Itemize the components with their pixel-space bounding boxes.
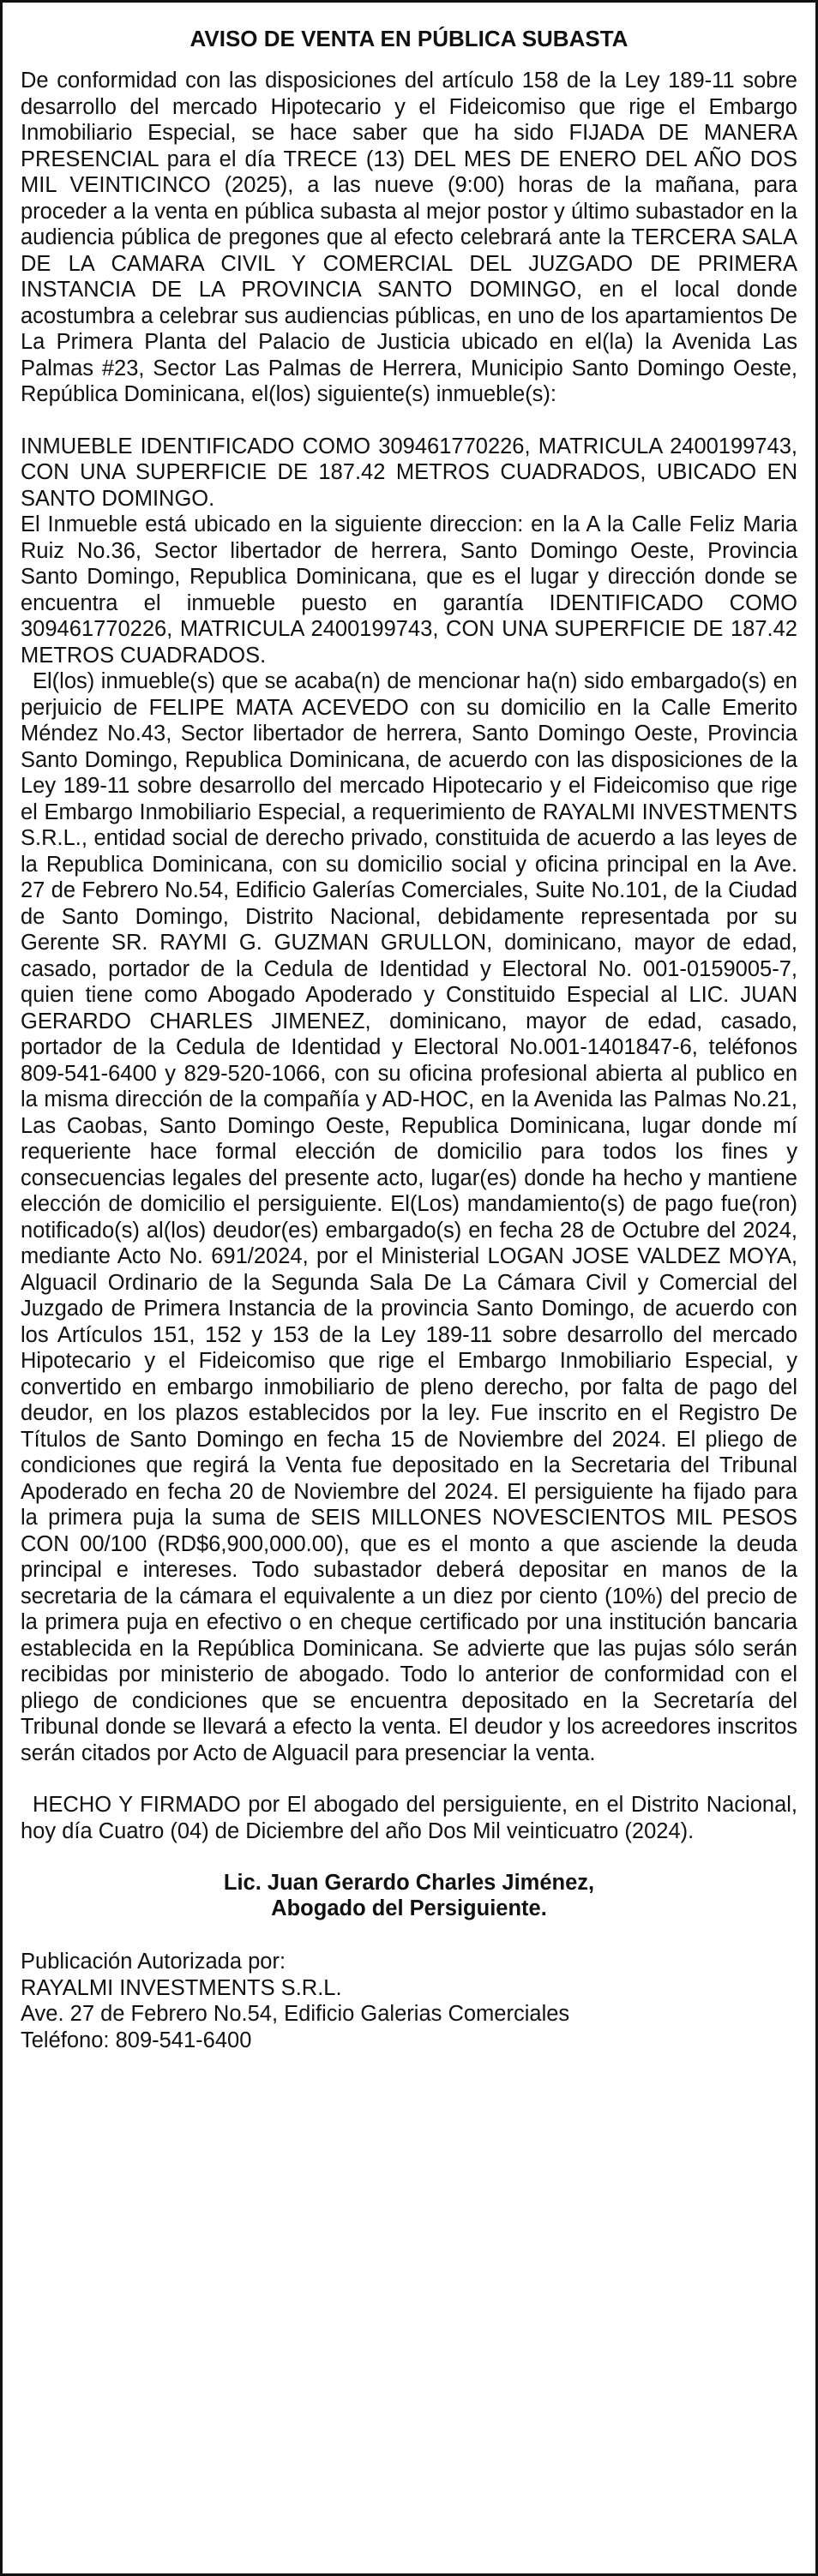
location-paragraph: El Inmueble está ubicado en la siguiente direccion: en la A la Calle Feliz Maria Ruiz No.36, Sector libertador de herrera, Santo Domingo Oeste, Provincia Santo Domingo, Republica Dominicana, que es el lugar y dirección donde se encuentra el inmueble puesto en garantía IDENTIFICADO COMO 309461770226, MATRICULA 2400199743, CON UNA SUPERFICIE DE 187.42 METROS CUADRADOS. xyxy=(21,512,797,668)
publication-company: RAYALMI INVESTMENTS S.R.L. xyxy=(21,1975,342,2000)
publication-address: Ave. 27 de Febrero No.54, Edificio Galerias Comerciales xyxy=(21,2002,570,2026)
signature-block xyxy=(21,1870,797,1921)
publication-block xyxy=(21,1949,797,2053)
signature-role: Abogado del Persiguiente. xyxy=(271,1896,547,1920)
notice-title: AVISO DE VENTA EN PÚBLICA SUBASTA xyxy=(189,26,629,51)
body-paragraph: El(los) inmueble(s) que se acaba(n) de mencionar ha(n) sido embargado(s) en perjuicio de FELIPE MATA ACEVEDO con su domicilio en la Calle Emerito Méndez No.43, Sector libertador de herrera, Santo Domingo Oeste, Provincia Santo Domingo, Republica Dominicana, de acuerdo con las disposiciones de la Ley 189-11 sobre desarrollo del mercado Hipotecario y el Fideicomiso que rige el Embargo Inmobiliario Especial, a requerimiento de RAYALMI INVESTMENTS S.R.L., entidad social de derecho privado, constituida de acuerdo a las leyes de la Republica Dominicana, con su domicilio social y oficina principal en la Ave. 27 de Febrero No.54, Edificio Galerías Comerciales, Suite No.101, de la Ciudad de Santo Domingo, Distrito Nacional, debidamente representada por su Gerente SR. RAYMI G. GUZMAN GRULLON, dominicano, mayor de edad, casado, portador de la Cedula de Identidad y Electoral No. 001-0159005-7, quien tiene como Abogado Apoderado y Constituido Especial al LIC. JUAN GERARDO CHARLES JIMENEZ, dominicano, mayor de edad, casado, portador de la Cedula de Identidad y Electoral No.001-1401847-6, teléfonos 809-541-6400 y 829-520-1066, con su oficina profesional abierta al publico en la misma dirección de la compañía y AD-HOC, en la Avenida las Palmas No.21, Las Caobas, Santo Domingo Oeste, Republica Dominicana, lugar donde mí requeriente hace formal elección de domicilio para todos los fines y consecuencias legales del presente acto, lugar(es) donde ha hecho y mantiene elección de domicilio el persiguiente. El(Los) mandamiento(s) de pago fue(ron) notificado(s) al(los) deudor(es) embargado(s) en fecha 28 de Octubre del 2024, mediante Acto No. 691/2024, por el Ministerial LOGAN JOSE VALDEZ MOYA, Alguacil Ordinario de la Segunda Sala De La Cámara Civil y Comercial del Juzgado de Primera Instancia de la provincia Santo Domingo, de acuerdo con los Artículos 151, 152 y 153 de la Ley 189-11 sobre desarrollo del mercado Hipotecario y el Fideicomiso que rige el Embargo Inmobiliario Especial, y convertido en embargo inmobiliario de pleno derecho, por falta de pago del deudor, en los plazos establecidos por la ley. Fue inscrito en el Registro De Títulos de Santo Domingo en fecha 15 de Noviembre del 2024. El pliego de condiciones que regirá la Venta fue depositado en la Secretaria del Tribunal Apoderado en fecha 20 de Noviembre del 2024. El persiguiente ha fijado para la primera puja la suma de SEIS MILLONES NOVESCIENTOS MIL PESOS CON 00/100 (RD$6,900,000.00), que es el monto a que asciende la deuda principal e intereses. Todo subastador deberá depositar en manos de la secretaria de la cámara el equivalente a un diez por ciento (10%) del precio de la primera puja en efectivo o en cheque certificado por una institución bancaria establecida en la República Dominicana. Se advierte que las pujas sólo serán recibidas por ministerio de abogado. Todo lo anterior de conformidad con el pliego de condiciones que se encuentra depositado en la Secretaría del Tribunal donde se llevará a efecto la venta. El deudor y los acreedores inscritos serán citados por Acto de Alguacil para presenciar la venta. xyxy=(21,669,797,1765)
intro-paragraph: De conformidad con las disposiciones del artículo 158 de la Ley 189-11 sobre desarrollo del mercado Hipotecario y el Fideicomiso que rige el Embargo Inmobiliario Especial, se hace saber que ha sido FIJADA DE MANERA PRESENCIAL para el día TRECE (13) DEL MES DE ENERO DEL AÑO DOS MIL VEINTICINCO (2025), a las nueve (9:00) horas de la mañana, para proceder a la venta en pública subasta al mejor postor y último subastador en la audiencia pública de pregones que al efecto celebrará ante la TERCERA SALA DE LA CAMARA CIVIL Y COMERCIAL DEL JUZGADO DE PRIMERA INSTANCIA DE LA PROVINCIA SANTO DOMINGO, en el local donde acostumbra a celebrar sus audiencias públicas, en uno de los apartamientos De La Primera Planta del Palacio de Justicia ubicado en el(la) la Avenida Las Palmas #23, Sector Las Palmas de Herrera, Municipio Santo Domingo Oeste, República Dominicana, el(los) siguiente(s) inmueble(s): xyxy=(21,69,797,406)
publication-label: Publicación Autorizada por: xyxy=(21,1950,286,1974)
publication-phone: Teléfono: 809-541-6400 xyxy=(21,2028,252,2052)
signature-name: Lic. Juan Gerardo Charles Jiménez, xyxy=(223,1871,595,1895)
property-paragraph: INMUEBLE IDENTIFICADO COMO 309461770226, MATRICULA 2400199743, CON UNA SUPERFICIE DE 187.42 METROS CUADRADOS, UBICADO EN SANTO DOMINGO. xyxy=(21,434,797,511)
signed-paragraph: HECHO Y FIRMADO por El abogado del persiguiente, en el Distrito Nacional, hoy día Cuatro (04) de Diciembre del año Dos Mil veinticuatro (2024). xyxy=(21,1793,797,1843)
